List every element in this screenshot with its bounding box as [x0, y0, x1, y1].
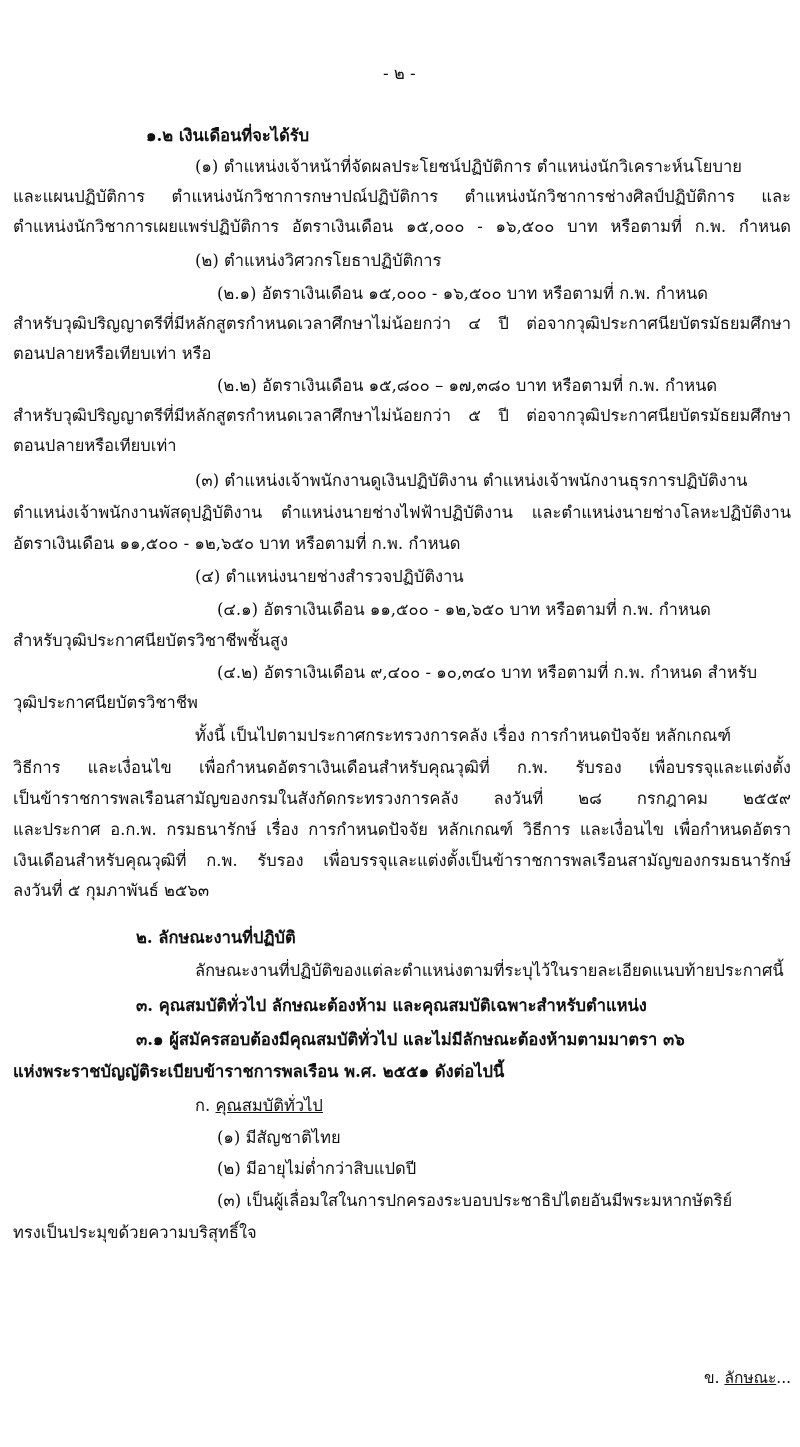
- item-2-title: (๒) ตำแหน่งวิศวกรโยธาปฏิบัติการ: [195, 251, 442, 270]
- page-number: - ๒ -: [383, 64, 416, 83]
- item-4-2-line-2: วุฒิประกาศนียบัตรวิชาชีพ: [13, 693, 198, 712]
- item-1-line-3: ตำแหน่งนักวิชาการเผยแพร่ปฏิบัติการ อัตราเงินเดือน ๑๕,๐๐๐ - ๑๖,๕๐๐ บาท หรือตามที่ ก.พ. กำหนด: [13, 217, 791, 236]
- continuation-ellipsis: ...: [776, 1369, 792, 1387]
- item-3-line-1: (๓) ตำแหน่งเจ้าพนักงานดูเงินปฏิบัติงาน ตำแหน่งเจ้าพนักงานธุรการปฏิบัติงาน: [195, 471, 748, 490]
- item-2-2-line-2: สำหรับวุฒิปริญญาตรีที่มีหลักสูตรกำหนดเวลาศึกษาไม่น้อยกว่า ๕ ปี ต่อจากวุฒิประกาศนียบัตรมัธยมศึกษา: [13, 406, 791, 425]
- item-4-2-line-1: (๔.๒) อัตราเงินเดือน ๙,๔๐๐ - ๑๐,๓๔๐ บาท หรือตามที่ ก.พ. กำหนด สำหรับ: [217, 663, 758, 682]
- note-line-5: เงินเดือนสำหรับคุณวุฒิที่ ก.พ. รับรอง เพื่อบรรจุและแต่งตั้งเป็นข้าราชการพลเรือนสามัญของกรมธนารักษ์: [13, 851, 791, 870]
- note-line-4: และประกาศ อ.ก.พ. กรมธนารักษ์ เรื่อง การกำหนดปัจจัย หลักเกณฑ์ วิธีการ และเงื่อนไข เพื่อกำหนดอัตรา: [13, 820, 791, 839]
- section-3-1-line-1: ๓.๑ ผู้สมัครสอบต้องมีคุณสมบัติทั่วไป และไม่มีลักษณะต้องห้ามตามมาตรา ๓๖: [136, 1030, 685, 1049]
- qualification-2: (๒) มีอายุไม่ต่ำกว่าสิบแปดปี: [217, 1159, 417, 1178]
- continuation-marker: [704, 1367, 791, 1389]
- item-2-1-line-1: (๒.๑) อัตราเงินเดือน ๑๕,๐๐๐ - ๑๖,๕๐๐ บาท หรือตามที่ ก.พ. กำหนด: [217, 284, 708, 303]
- section-2-heading: ๒. ลักษณะงานที่ปฏิบัติ: [136, 928, 296, 947]
- item-2-1-line-2: สำหรับวุฒิปริญญาตรีที่มีหลักสูตรกำหนดเวลาศึกษาไม่น้อยกว่า ๔ ปี ต่อจากวุฒิประกาศนียบัตรมัธยมศึกษา: [13, 314, 791, 333]
- section-2-body: ลักษณะงานที่ปฏิบัติของแต่ละตำแหน่งตามที่ระบุไว้ในรายละเอียดแนบท้ายประกาศนี้: [195, 961, 784, 980]
- item-2-2-line-3: ตอนปลายหรือเทียบเท่า: [13, 436, 177, 455]
- continuation-prefix: ข.: [704, 1369, 720, 1387]
- item-1-line-1: (๑) ตำแหน่งเจ้าหน้าที่จัดผลประโยชน์ปฏิบัติการ ตำแหน่งนักวิเคราะห์นโยบาย: [195, 157, 742, 176]
- subsection-ko-prefix: ก.: [195, 1096, 211, 1115]
- qualification-1: (๑) มีสัญชาติไทย: [217, 1128, 341, 1147]
- item-3-line-2: ตำแหน่งเจ้าพนักงานพัสดุปฏิบัติงาน ตำแหน่งนายช่างไฟฟ้าปฏิบัติงาน และตำแหน่งนายช่างโลหะปฏิบัติงาน: [13, 503, 791, 522]
- note-line-6: ลงวันที่ ๕ กุมภาพันธ์ ๒๕๖๓: [13, 881, 210, 900]
- item-4-1-line-2: สำหรับวุฒิประกาศนียบัตรวิชาชีพชั้นสูง: [13, 631, 289, 650]
- item-4-title: (๔) ตำแหน่งนายช่างสำรวจปฏิบัติงาน: [195, 567, 464, 586]
- note-line-2: วิธีการ และเงื่อนไข เพื่อกำหนดอัตราเงินเดือนสำหรับคุณวุฒิที่ ก.พ. รับรอง เพื่อบรรจุและแต่งตั้ง: [13, 758, 791, 777]
- section-3-heading: ๓. คุณสมบัติทั่วไป ลักษณะต้องห้าม และคุณสมบัติเฉพาะสำหรับตำแหน่ง: [136, 996, 647, 1015]
- note-line-1: ทั้งนี้ เป็นไปตามประกาศกระทรวงการคลัง เรื่อง การกำหนดปัจจัย หลักเกณฑ์: [195, 726, 732, 745]
- subsection-ko-title: คุณสมบัติทั่วไป: [215, 1096, 323, 1115]
- item-4-1-line-1: (๔.๑) อัตราเงินเดือน ๑๑,๕๐๐ - ๑๒,๖๕๐ บาท หรือตามที่ ก.พ. กำหนด: [217, 600, 711, 619]
- continuation-link: ลักษณะ: [724, 1369, 777, 1387]
- section-3-1-line-2: แห่งพระราชบัญญัติระเบียบข้าราชการพลเรือน พ.ศ. ๒๕๕๑ ดังต่อไปนี้: [13, 1062, 505, 1081]
- item-2-1-line-3: ตอนปลายหรือเทียบเท่า หรือ: [13, 344, 212, 363]
- qualification-3-line-1: (๓) เป็นผู้เลื่อมใสในการปกครองระบอบประชาธิปไตยอันมีพระมหากษัตริย์: [217, 1191, 733, 1210]
- item-2-2-line-1: (๒.๒) อัตราเงินเดือน ๑๕,๘๐๐ – ๑๗,๓๘๐ บาท หรือตามที่ ก.พ. กำหนด: [217, 376, 718, 395]
- note-line-3: เป็นข้าราชการพลเรือนสามัญของกรมในสังกัดกระทรวงการคลัง ลงวันที่ ๒๘ กรกฎาคม ๒๕๕๙: [13, 789, 791, 808]
- subsection-ko: [195, 1095, 323, 1117]
- item-1-line-2: และแผนปฏิบัติการ ตำแหน่งนักวิชาการกษาปณ์ปฏิบัติการ ตำแหน่งนักวิชาการช่างศิลป์ปฏิบัติการ และ: [13, 187, 791, 206]
- section-1-2-heading: ๑.๒ เงินเดือนที่จะได้รับ: [146, 126, 310, 145]
- qualification-3-line-2: ทรงเป็นประมุขด้วยความบริสุทธิ์ใจ: [13, 1223, 257, 1242]
- item-3-line-3: อัตราเงินเดือน ๑๑,๕๐๐ - ๑๒,๖๕๐ บาท หรือตามที่ ก.พ. กำหนด: [13, 534, 461, 553]
